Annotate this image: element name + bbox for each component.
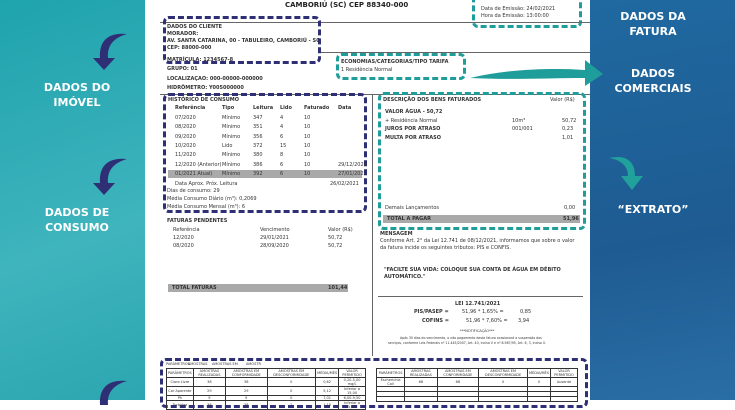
label-dados-comerciais: DADOS COMERCIAIS: [614, 67, 692, 95]
quality-cell: 68: [437, 378, 479, 387]
quality-cell: 0,20-5,00 mg/L: [339, 378, 366, 387]
curved-arrow-icon: [85, 28, 130, 73]
history-cell: 10: [304, 152, 311, 159]
label-dados-consumo: DADOS DE CONSUMO: [44, 206, 110, 234]
cofins-value: 3,94: [518, 318, 530, 324]
emission-date: Data de Emissão: 24/02/2021: [481, 6, 556, 12]
demais-label: Demais Lançamentos: [385, 205, 440, 211]
history-header: Leitura: [253, 105, 274, 111]
quality-top-header: AMOSTR: [246, 362, 261, 366]
economias-value: 1 Residência Normal: [341, 67, 393, 73]
history-header: Lido: [280, 105, 292, 111]
history-cell: 8: [280, 152, 284, 159]
quality-cell: 6,00-9,50: [339, 396, 366, 401]
history-cell: 6: [280, 133, 284, 140]
history-cell: 29/12/2020: [338, 161, 367, 168]
pending-header: Referência: [173, 227, 200, 233]
quality-cell: Cor Aparente: [167, 387, 194, 396]
quality-table: [166, 368, 366, 410]
message-text-1: Conforme Art. 2° da Lei 12.741 de 08/12/2021, informamos que sobre o valor: [380, 238, 575, 244]
message-title: MENSAGEM: [380, 231, 413, 237]
quality-header: AMOSTRAS REALIZADAS: [405, 369, 437, 378]
history-cell: 372: [253, 142, 263, 149]
daily-average: Média Consumo Diário (m³): 0,2069: [167, 196, 257, 202]
billed-cell: JUROS POR ATRASO: [385, 126, 441, 132]
billed-cell: 10m³: [512, 117, 526, 124]
history-cell: 10/2020: [175, 142, 196, 149]
quality-header: AMOSTRAS EM CONFORMIDADE: [226, 369, 267, 378]
quality-cell: Inferior a 5,00: [339, 401, 366, 410]
quality-cell: 1,15: [316, 401, 339, 410]
history-cell: 27/01/2021: [338, 170, 367, 177]
pending-cell: 29/01/2021: [260, 235, 289, 241]
history-cell: 10: [304, 133, 311, 140]
history-cell: 10: [304, 170, 311, 177]
client-localizacao: LOCALIZAÇAO: 000-00000-000000: [167, 76, 263, 82]
history-cell: 01/2021 Atual): [175, 170, 213, 177]
quality-cell: 38: [226, 378, 267, 387]
next-reading-label: Data Aprox. Próx. Leitura: [175, 181, 238, 187]
history-cell: 392: [253, 170, 263, 177]
pending-header: Vencimento: [260, 227, 290, 233]
pending-header: Valor (R$): [328, 227, 353, 233]
quality-top-header: AMOSTRAS EM: [212, 362, 238, 366]
client-address: AV. SANTA CATARINA, 00 - TABULEIRO, CAMBORIÚ - SC: [167, 38, 320, 44]
quality-header: PARÂMETROS: [167, 369, 194, 378]
history-cell: 08/2020: [175, 124, 196, 131]
curved-arrow-icon: [85, 153, 130, 198]
billed-cell: 001/001: [512, 126, 533, 132]
pending-cell: 12/2020: [173, 235, 194, 241]
quality-cell: 9: [226, 396, 267, 401]
billed-cell: MULTA POR ATRASO: [385, 134, 441, 141]
label-dados-fatura: DADOS DA FATURA: [620, 10, 686, 38]
economias-title: ECONOMIAS/CATEGORIAS/TIPO TARIFA: [341, 59, 449, 65]
quality-cell: 1: [267, 401, 316, 410]
notification-1: Após 30 dias do vencimento, o não pagamento desta fatura ocasionará a suspensão dos: [400, 336, 542, 340]
history-cell: 07/2020: [175, 115, 196, 121]
label-extrato: “EXTRATO”: [617, 203, 689, 216]
history-cell: 356: [253, 133, 263, 140]
billed-cell: 50,72: [562, 117, 577, 124]
next-reading-date: 26/02/2021: [330, 181, 359, 187]
history-cell: 15: [280, 142, 287, 149]
history-cell: 10: [304, 142, 311, 149]
quality-header: VALOR PERMITIDO: [551, 369, 578, 378]
history-cell: 6: [280, 170, 284, 177]
history-cell: Mínimo: [222, 161, 241, 168]
history-cell: 4: [280, 115, 284, 121]
client-hidrometro: HIDRÔMETRO: Y005000000: [167, 85, 244, 91]
client-title: DADOS DO CLIENTE: [167, 24, 223, 30]
quality-cell: Inferior a 15,00: [339, 387, 366, 396]
curved-arrow-icon: [605, 150, 650, 195]
quality-cell: 7,01: [316, 396, 339, 401]
quality-cell: 5,12: [316, 387, 339, 396]
history-cell: 09/2020: [175, 133, 196, 140]
quality-top-header: PARÂMETROS: [166, 362, 190, 366]
history-cell: Mínimo: [222, 124, 241, 131]
curved-arrow-icon: [85, 375, 130, 405]
billed-cell: 1,01: [562, 134, 574, 141]
history-header: Referência: [175, 105, 206, 111]
total-pending-label: TOTAL FATURAS: [172, 285, 217, 291]
history-cell: Mínimo: [222, 115, 241, 121]
history-cell: Mínimo: [222, 152, 241, 159]
history-cell: Mínimo: [222, 170, 241, 177]
client-grupo: GRUPO: 01: [167, 66, 198, 72]
history-title: HISTÓRICO DE CONSUMO: [168, 97, 239, 103]
quality-cell: Escherichia Coli: [377, 378, 405, 387]
quality-cell: 0: [267, 378, 316, 387]
demais-value: 0,00: [564, 205, 576, 211]
quality-header: PARÂMETROS: [377, 369, 405, 378]
client-cep: CEP: 88000-000: [167, 45, 212, 51]
pis-calc: 51,96 * 1,65% =: [462, 309, 504, 315]
billed-cell: VALOR ÁGUA - 50,72: [385, 109, 443, 115]
slogan-1: "FACILTE SUA VIDA: COLOQUE SUA CONTA DE ÁGUA EM DÉBITO: [384, 267, 561, 273]
billed-cell: 0,23: [562, 126, 574, 132]
pending-cell: 08/2020: [173, 243, 194, 249]
quality-header: AMOSTRAS REALIZADAS: [193, 369, 225, 378]
quality-header: MÉDIA/MÊS: [316, 369, 339, 378]
quality-header: MÉDIA/MÊS: [528, 369, 551, 378]
cofins-calc: 51,96 * 7,60% =: [466, 318, 508, 324]
history-cell: 10: [304, 115, 311, 121]
history-cell: 351: [253, 124, 263, 131]
consumption-days: Dias de consumo: 29: [167, 188, 220, 194]
history-cell: 386: [253, 161, 263, 168]
history-cell: Lido: [222, 142, 233, 149]
message-text-2: da fatura incide os seguintes tributos: PIS e CONFIS.: [380, 245, 511, 251]
quality-cell: 38: [193, 378, 225, 387]
pis-label: PIS/PASEP =: [414, 309, 449, 315]
quality-cell: Turbidez: [167, 401, 194, 410]
history-cell: 12/2020 (Anterior): [175, 161, 222, 168]
right-arrow-icon: [470, 58, 605, 88]
quality-header: AMOSTRAS EM DESCONFORMIDADE: [267, 369, 316, 378]
total-pending-value: 101,44: [328, 285, 348, 291]
billed-cell: + Residência Normal: [385, 117, 438, 124]
client-matricula: MATRÍCULA: 1234567-8: [167, 57, 234, 63]
billed-title: DESCRIÇÃO DOS BENS FATURADOS: [383, 97, 482, 103]
quality-header: VALOR PERMITIDO: [339, 369, 366, 378]
history-header: Faturado: [304, 105, 330, 111]
slogan-2: AUTOMÁTICO.": [384, 274, 426, 280]
history-cell: Mínimo: [222, 133, 241, 140]
history-cell: 6: [280, 161, 284, 168]
notification-title: ***NOTIFICAÇÃO***: [460, 329, 495, 333]
history-header: Data: [338, 105, 352, 111]
notification-2: serviços, conforme Leis Federais nº 11.445/2007, Art. 40, inciso V e nº 8.987/95, Art. 6, 3, inciso II.: [388, 341, 546, 345]
total-to-pay-label: TOTAL A PAGAR: [387, 216, 431, 222]
quality-cell: 29: [226, 387, 267, 396]
quality-cell: 0: [528, 378, 551, 387]
quality-cell: 0: [267, 396, 316, 401]
quality-cell: 0,62: [316, 378, 339, 387]
right-background: [590, 0, 735, 400]
quality-cell: 9: [193, 396, 225, 401]
history-cell: 10: [304, 124, 311, 131]
label-dados-imovel: DADOS DO IMÓVEL: [43, 81, 111, 109]
billed-value-header: Valor (R$): [550, 97, 575, 103]
lei-title: LEI 12.741/2021: [455, 301, 501, 307]
pending-cell: 28/09/2020: [260, 243, 289, 249]
history-cell: 10: [304, 161, 311, 168]
history-cell: 11/2020: [175, 152, 196, 159]
quality-cell: 38: [226, 401, 267, 410]
pis-value: 0,85: [520, 309, 532, 315]
cofins-label: COFINS =: [422, 318, 449, 324]
pending-cell: 50,72: [328, 243, 343, 249]
history-header: Tipo: [222, 105, 235, 111]
history-cell: 4: [280, 124, 284, 131]
emission-time: Hora da Emissão: 13:00:00: [481, 13, 549, 19]
quality-cell: 68: [405, 378, 437, 387]
quality-cell: 0: [267, 387, 316, 396]
quality-header: AMOSTRAS EM CONFORMIDADE: [437, 369, 479, 378]
quality-table-2: [376, 368, 578, 402]
quality-header: AMOSTRAS EM DESCONFORMIDADE: [479, 369, 528, 378]
pending-cell: 50,72: [328, 235, 343, 241]
client-resident: MORADOR:: [167, 31, 199, 37]
pending-title: FATURAS PENDENTES: [167, 218, 228, 224]
history-cell: 347: [253, 115, 263, 121]
history-cell: 380: [253, 152, 263, 159]
quality-cell: Ph: [167, 396, 194, 401]
quality-cell: 38: [193, 401, 225, 410]
quality-cell: Cloro Livre: [167, 378, 194, 387]
quality-top-header: AMOSTRAS: [188, 362, 208, 366]
monthly-average: Média Consumo Mensal (m³): 6: [167, 204, 246, 210]
quality-cell: 0: [479, 378, 528, 387]
company-address: CAMBORIÚ (SC) CEP 88340-000: [285, 1, 409, 9]
quality-cell: Ausente: [551, 378, 578, 387]
quality-cell: 29: [193, 387, 225, 396]
total-to-pay-value: 51,96: [563, 216, 579, 222]
